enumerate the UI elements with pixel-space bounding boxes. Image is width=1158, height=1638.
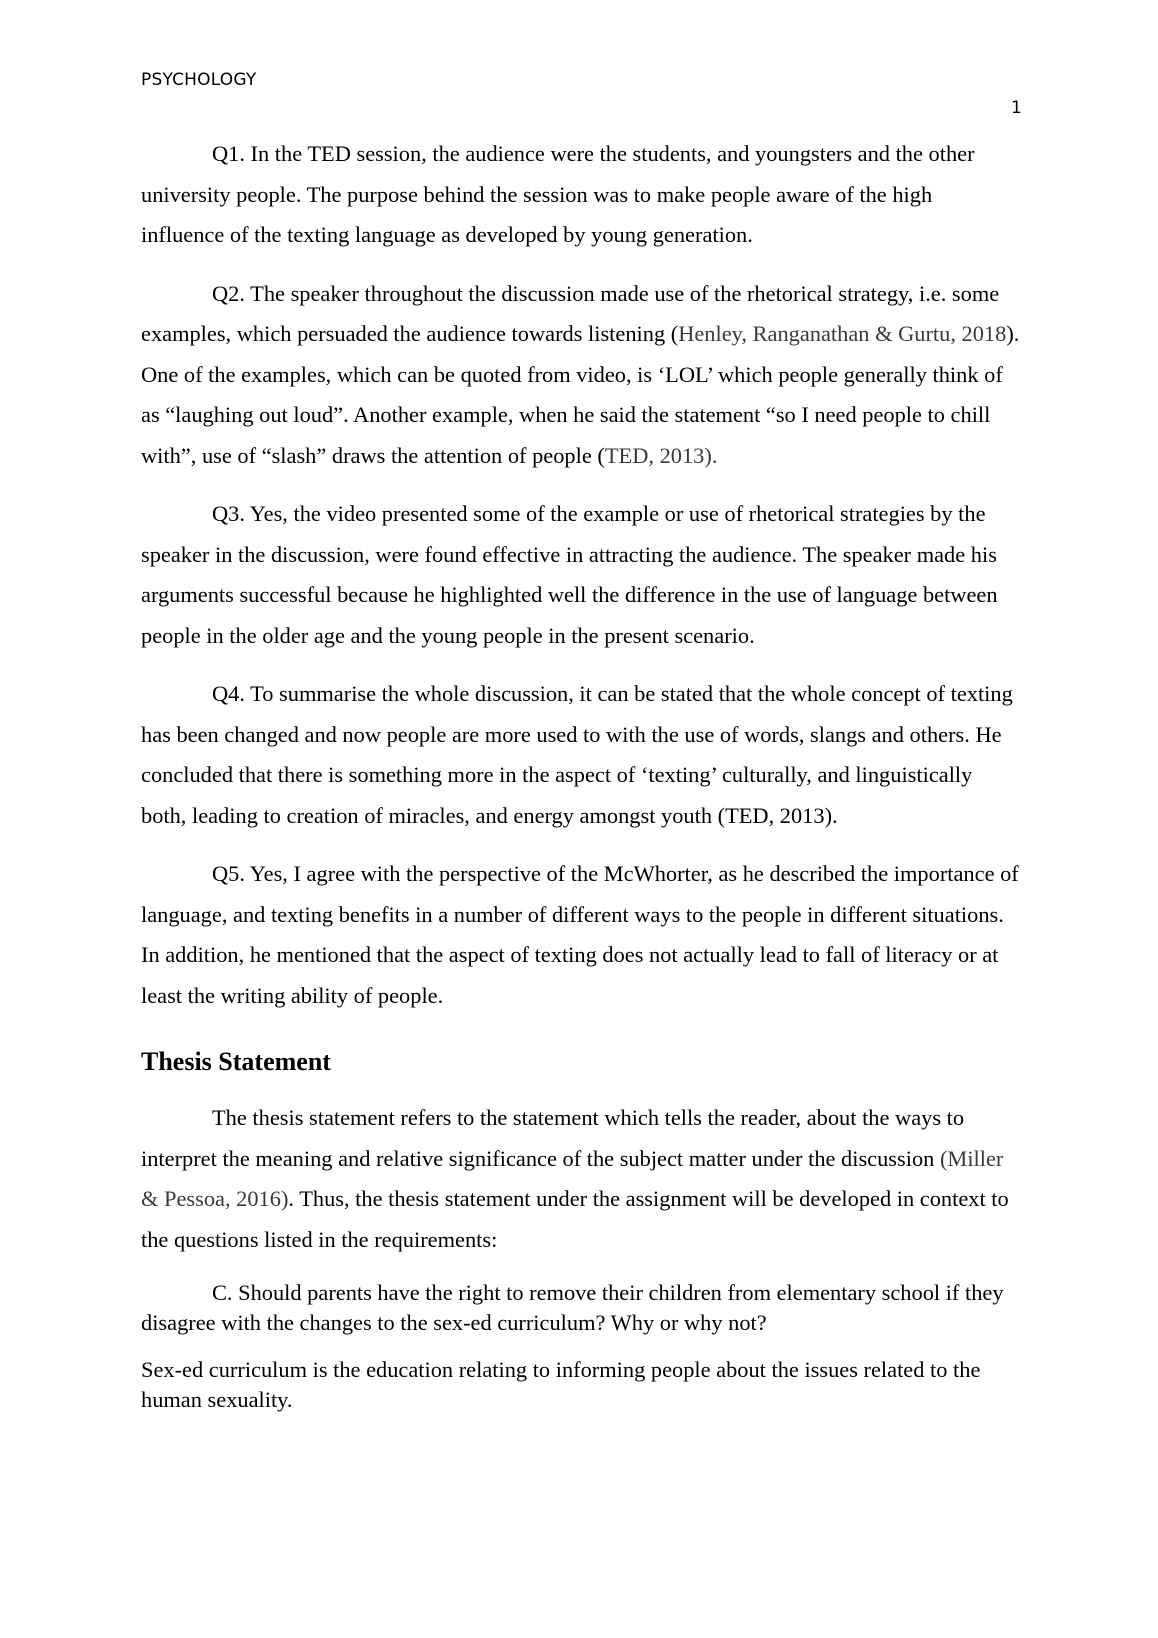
paragraph-q1: Q1. In the TED session, the audience were the students, and youngsters and the other university people. The purpose behind the session was to make people aware of the high influence of the texting language as developed by young generation. bbox=[141, 141, 975, 247]
citation-henley: Henley, Ranganathan & Gurtu, 2018 bbox=[678, 321, 1007, 346]
section-heading-thesis: Thesis Statement bbox=[141, 1047, 331, 1076]
paragraph-sex-ed: Sex-ed curriculum is the education relating to informing people about the issues related to the human sexuality. bbox=[141, 1357, 981, 1412]
paragraph-thesis bbox=[141, 1098, 1021, 1260]
document-body bbox=[141, 134, 1021, 1432]
paragraph-question-c: C. Should parents have the right to remove their children from elementary school if they disagree with the changes to the sex-ed curriculum? Why or why not? bbox=[141, 1280, 1004, 1335]
paragraph-q5: Q5. Yes, I agree with the perspective of the McWhorter, as he described the importance of language, and texting benefits in a number of different ways to the people in different situations. In addition, he mentioned that the aspect of texting does not actually lead to fall of literacy or at least the writing ability of people. bbox=[141, 861, 1019, 1008]
citation-ted: TED, 2013 bbox=[604, 442, 705, 468]
citation-miller: (Miller & Pessoa, 2016) bbox=[141, 1145, 1004, 1211]
paragraph-q4: Q4. To summarise the whole discussion, it can be stated that the whole concept of texting has been changed and now people are more used to with the use of words, slangs and others. He concluded that there is something more in the aspect of ‘texting’ culturally, and linguistically both, leading to creation of miracles, and energy amongst youth (TED, 2013). bbox=[141, 681, 1013, 828]
q2-text-part3: ). bbox=[704, 442, 718, 468]
paragraph-q2 bbox=[141, 274, 1021, 477]
q2-text-part2: ). One of the examples, which can be quoted from video, is ‘LOL’ which people generally think of as “laughing out loud”. Another example, when he said the statement “so I need people to chill with”, use of “slash” draws the attention of people ( bbox=[141, 321, 1020, 468]
thesis-text-part2: . Thus, the thesis statement under the assignment will be developed in context to the questions listed in the requirements: bbox=[141, 1186, 1009, 1252]
q2-text-part1: Q2. The speaker throughout the discussion made use of the rhetorical strategy, i.e. some examples, which persuaded the audience towards listening ( bbox=[141, 280, 1000, 346]
paragraph-q3: Q3. Yes, the video presented some of the example or use of rhetorical strategies by the speaker in the discussion, were found effective in attracting the audience. The speaker made his arguments successful because he highlighted well the difference in the use of language between people in the older age and the young people in the present scenario. bbox=[141, 501, 998, 648]
running-head: PSYCHOLOGY bbox=[141, 70, 257, 90]
thesis-text-part1: The thesis statement refers to the statement which tells the reader, about the ways to interpret the meaning and relative significance of the subject matter under the discussion bbox=[141, 1105, 965, 1171]
page-number: 1 bbox=[1011, 98, 1022, 118]
